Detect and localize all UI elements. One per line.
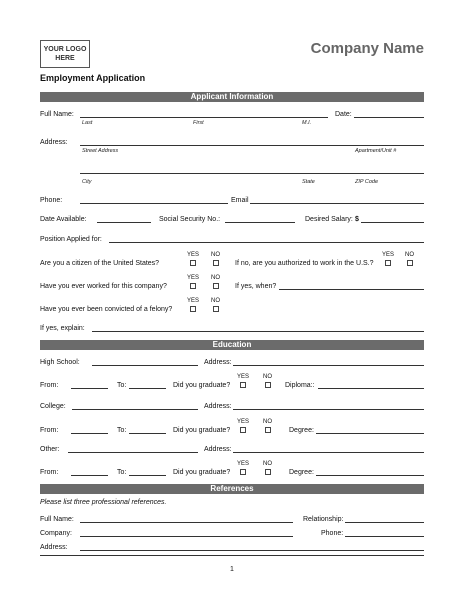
other-graduate-yes-header: YES [237,461,250,467]
phone-field[interactable] [80,203,228,204]
worked-no-checkbox[interactable] [213,283,219,289]
phone-label: Phone: [40,197,63,204]
company-logo-placeholder [40,40,90,68]
citizen-no-header: NO [211,252,220,258]
college-graduate-question: Did you graduate? [173,427,231,434]
street-address-hint: Street Address [82,148,119,154]
section-header-applicant: Applicant Information [40,92,424,102]
college-graduate-no-checkbox[interactable] [265,427,271,433]
citizen-yes-header: YES [187,252,200,258]
authorized-yes-checkbox[interactable] [385,260,391,266]
hs-graduate-no-checkbox[interactable] [265,382,271,388]
college-address-label: Address: [204,403,232,410]
email-field[interactable] [250,203,424,204]
reference-phone-field[interactable] [345,536,424,537]
reference-bottom-rule [40,555,424,556]
hs-graduate-no-header: NO [263,374,272,380]
citizen-question: Are you a citizen of the United States? [40,260,160,267]
worked-question: Have you ever worked for this company? [40,283,167,290]
document-title: Employment Application [40,73,146,83]
section-header-references: References [40,484,424,494]
other-degree-label: Degree: [289,469,314,476]
diploma-field[interactable] [318,388,424,389]
first-name-hint: First [193,120,204,126]
page-number: 1 [230,566,234,573]
authorized-yes-header: YES [382,252,395,258]
position-field[interactable] [109,242,424,243]
reference-company-field[interactable] [80,536,293,537]
college-degree-label: Degree: [289,427,314,434]
date-label: Date: [335,111,352,118]
felony-question: Have you ever been convicted of a felony? [40,306,173,313]
authorized-no-checkbox[interactable] [407,260,413,266]
other-to-field[interactable] [129,475,166,476]
other-address-label: Address: [204,446,232,453]
other-graduate-no-checkbox[interactable] [265,469,271,475]
felony-no-header: NO [211,298,220,304]
full-name-label: Full Name: [40,111,74,118]
college-label: College: [40,403,66,410]
explain-field[interactable] [92,331,424,332]
other-from-field[interactable] [71,475,108,476]
citizen-no-checkbox[interactable] [213,260,219,266]
college-degree-field[interactable] [316,433,424,434]
date-field[interactable] [354,117,424,118]
city-state-zip-field[interactable] [80,173,424,174]
college-address-field[interactable] [233,409,424,410]
other-graduate-no-header: NO [263,461,272,467]
reference-relationship-field[interactable] [345,522,424,523]
reference-full-name-label: Full Name: [40,516,74,523]
worked-when-label: If yes, when? [235,283,277,290]
reference-phone-label: Phone: [321,530,344,537]
explain-label: If yes, explain: [40,325,85,332]
authorized-question: If no, are you authorized to work in the U.S.? [235,260,374,267]
middle-initial-hint: M.I. [302,120,312,126]
college-to-field[interactable] [129,433,166,434]
last-name-hint: Last [82,120,93,126]
worked-yes-checkbox[interactable] [190,283,196,289]
high-school-field[interactable] [92,365,198,366]
apartment-hint: Apartment/Unit # [355,148,397,154]
felony-yes-checkbox[interactable] [190,306,196,312]
other-school-field[interactable] [68,452,198,453]
reference-full-name-field[interactable] [80,522,293,523]
ssn-label: Social Security No.: [159,216,221,223]
other-graduate-yes-checkbox[interactable] [240,469,246,475]
other-degree-field[interactable] [316,475,424,476]
address-label: Address: [40,139,68,146]
ssn-field[interactable] [225,222,295,223]
hs-from-field[interactable] [71,388,108,389]
felony-no-checkbox[interactable] [213,306,219,312]
zip-code-hint: ZIP Code [355,179,379,185]
college-graduate-no-header: NO [263,419,272,425]
felony-yes-header: YES [187,298,200,304]
other-label: Other: [40,446,60,453]
worked-no-header: NO [211,275,220,281]
desired-salary-field[interactable] [361,222,424,223]
college-graduate-yes-header: YES [237,419,250,425]
college-from-field[interactable] [71,433,108,434]
reference-company-label: Company: [40,530,72,537]
authorized-no-header: NO [405,252,414,258]
logo-text: YOUR LOGO HERE [43,46,87,62]
college-graduate-yes-checkbox[interactable] [240,427,246,433]
position-label: Position Applied for: [40,236,102,243]
city-hint: City [82,179,92,185]
reference-address-field[interactable] [80,550,424,551]
date-available-field[interactable] [97,222,151,223]
college-to-label: To: [117,427,127,434]
citizen-yes-checkbox[interactable] [190,260,196,266]
diploma-label: Diploma:: [285,382,315,389]
date-available-label: Date Available: [40,216,87,223]
salary-dollar-sign: $ [355,216,359,223]
section-header-education: Education [40,340,424,350]
college-field[interactable] [72,409,198,410]
college-from-label: From: [40,427,59,434]
street-address-field[interactable] [80,145,424,146]
state-hint: State [302,179,315,185]
full-name-field[interactable] [80,117,328,118]
hs-graduate-yes-checkbox[interactable] [240,382,246,388]
high-school-label: High School: [40,359,80,366]
company-name: Company Name [310,40,424,57]
hs-to-field[interactable] [129,388,166,389]
hs-graduate-yes-header: YES [237,374,250,380]
hs-graduate-question: Did you graduate? [173,382,231,389]
reference-relationship-label: Relationship: [303,516,344,523]
other-address-field[interactable] [233,452,424,453]
hs-from-label: From: [40,382,59,389]
high-school-address-field[interactable] [233,365,424,366]
hs-to-label: To: [117,382,127,389]
other-from-label: From: [40,469,59,476]
email-label: Email [231,197,249,204]
worked-yes-header: YES [187,275,200,281]
high-school-address-label: Address: [204,359,232,366]
other-graduate-question: Did you graduate? [173,469,231,476]
worked-when-field[interactable] [279,289,424,290]
reference-address-label: Address: [40,544,68,551]
desired-salary-label: Desired Salary: [305,216,353,223]
references-instruction: Please list three professional references. [40,499,167,506]
other-to-label: To: [117,469,127,476]
